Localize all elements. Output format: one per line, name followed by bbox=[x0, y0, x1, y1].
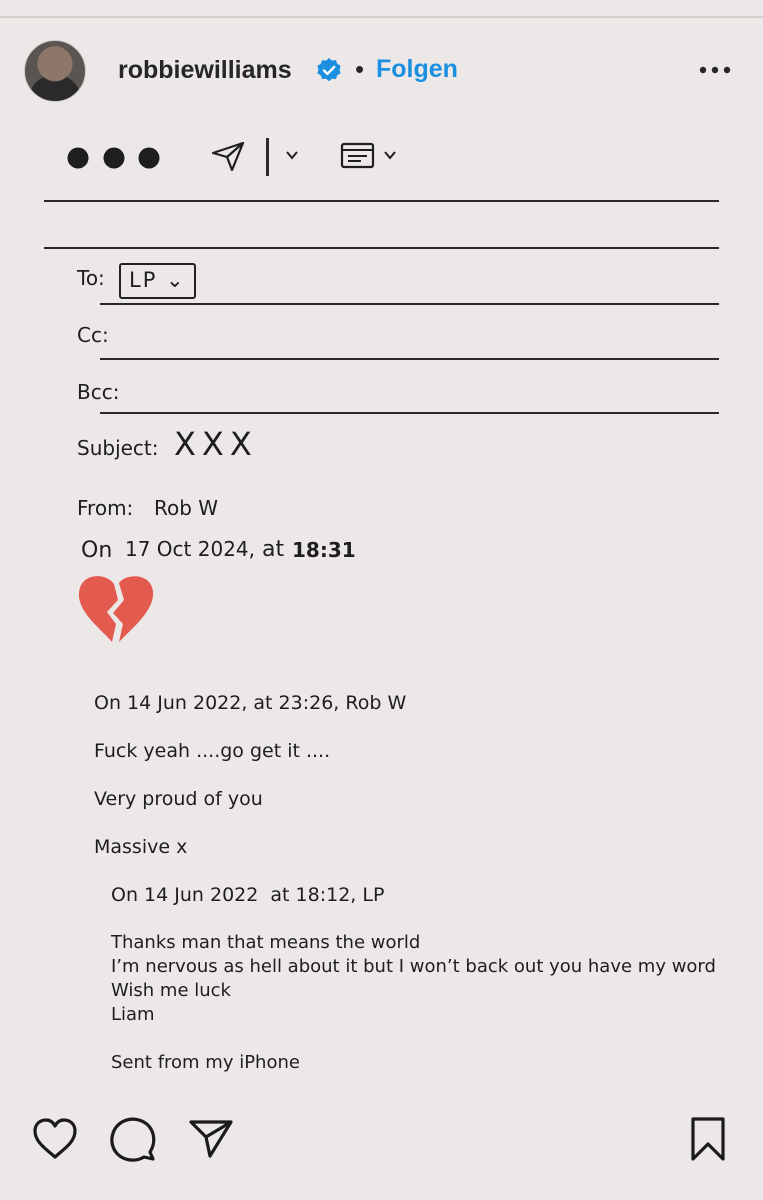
from-value: Rob W bbox=[154, 496, 219, 520]
bcc-label: Bcc: bbox=[77, 380, 120, 404]
date-time: 18:31 bbox=[292, 538, 356, 562]
date-line: 17 Oct 2024, bbox=[125, 537, 255, 561]
signature: Sent from my iPhone bbox=[111, 1052, 300, 1073]
comment-icon[interactable] bbox=[110, 1116, 156, 1162]
to-label: To: bbox=[77, 266, 105, 290]
sketch-send-icon bbox=[210, 140, 246, 172]
sketch-compose-icon bbox=[340, 142, 376, 170]
bookmark-icon[interactable] bbox=[688, 1116, 728, 1162]
to-recipient-chip: LP ⌄ bbox=[119, 263, 196, 299]
heart-outline-icon[interactable] bbox=[32, 1118, 78, 1160]
reply2-line: Liam bbox=[111, 1004, 155, 1025]
more-options-icon[interactable] bbox=[698, 58, 732, 82]
sketch-toolbar-divider bbox=[266, 138, 269, 176]
broken-heart-icon bbox=[76, 572, 156, 644]
send-icon[interactable] bbox=[188, 1118, 234, 1160]
separator-dot: • bbox=[355, 54, 365, 84]
follow-button[interactable]: Folgen bbox=[376, 55, 458, 83]
avatar[interactable] bbox=[24, 40, 86, 102]
from-label: From: bbox=[77, 496, 134, 520]
reply1-line: Fuck yeah ....go get it .... bbox=[94, 740, 331, 762]
reply2-line: Wish me luck bbox=[111, 980, 231, 1001]
post-image-email-sketch bbox=[0, 120, 763, 1080]
sketch-rule bbox=[100, 303, 719, 305]
reply1-line: Very proud of you bbox=[94, 788, 263, 810]
subject-label: Subject: bbox=[77, 436, 159, 460]
sketch-rule bbox=[44, 247, 719, 249]
reply2-line: Thanks man that means the world bbox=[111, 932, 421, 953]
post-header bbox=[24, 40, 739, 102]
reply1-line: Massive x bbox=[94, 836, 188, 858]
to-recipient: LP bbox=[129, 268, 158, 292]
username[interactable]: robbiewilliams bbox=[118, 56, 292, 84]
sketch-rule bbox=[44, 200, 719, 202]
reply2-line: I’m nervous as hell about it but I won’t back out you have my word bbox=[111, 956, 716, 977]
date-on-label: On bbox=[81, 538, 113, 563]
sketch-rule bbox=[100, 412, 719, 414]
chevron-down-icon bbox=[285, 150, 299, 160]
reply2-header: On 14 Jun 2022 at 18:12, LP bbox=[111, 884, 385, 906]
date-at-label: at bbox=[262, 537, 285, 562]
cc-label: Cc: bbox=[77, 323, 109, 347]
window-dots-icon bbox=[66, 146, 166, 170]
post-action-bar bbox=[0, 1110, 763, 1170]
verified-badge-icon bbox=[316, 57, 342, 83]
chevron-down-icon bbox=[383, 150, 397, 160]
subject-value: XXX bbox=[174, 425, 258, 463]
top-divider bbox=[0, 16, 763, 18]
sketch-rule bbox=[100, 358, 719, 360]
reply1-header: On 14 Jun 2022, at 23:26, Rob W bbox=[94, 692, 407, 714]
